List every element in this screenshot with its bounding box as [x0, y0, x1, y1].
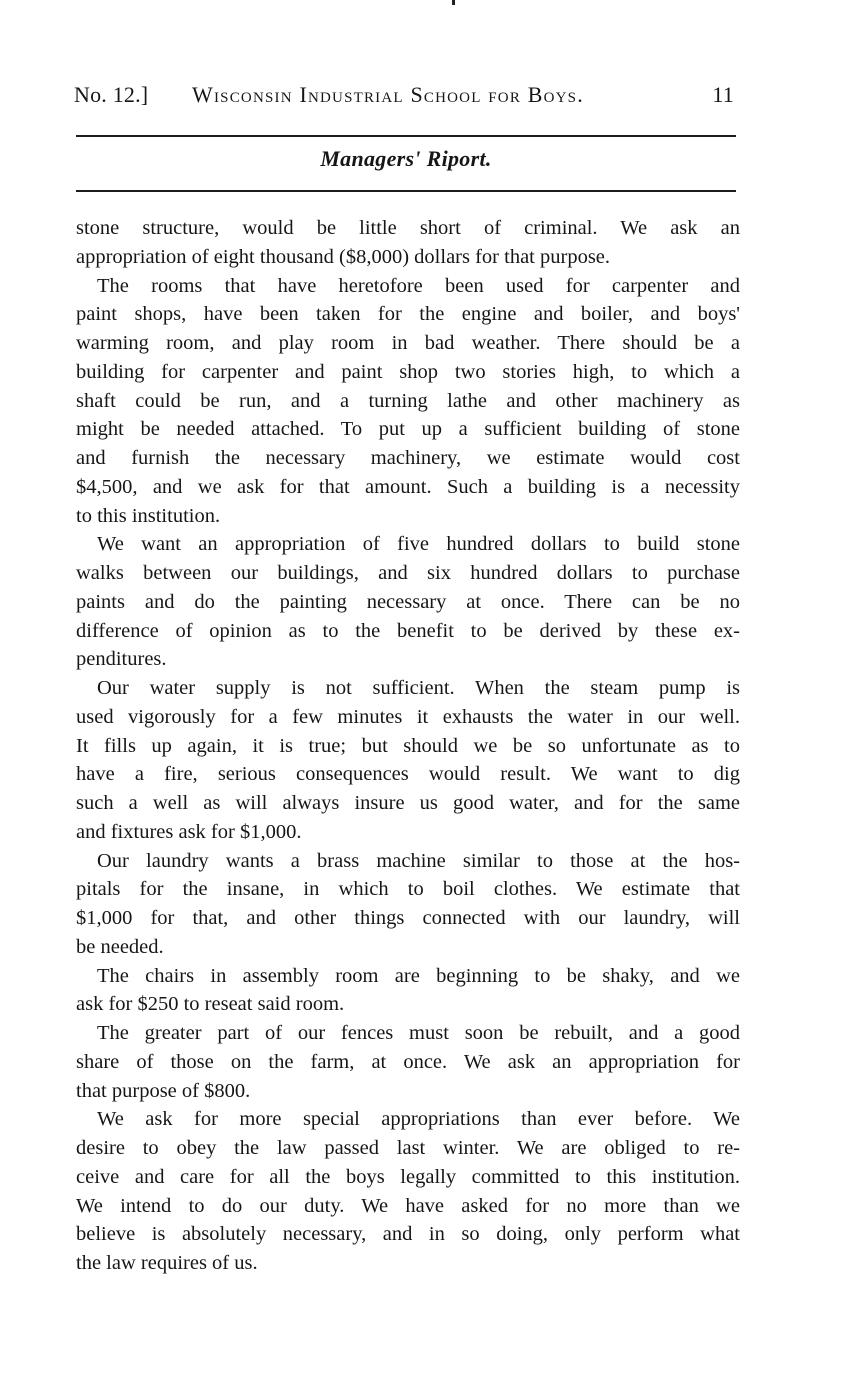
text-line: and furnish the necessary machinery, we estimate would cost — [76, 447, 740, 469]
text-line: pitals for the insane, in which to boil clothes. We estimate that — [76, 878, 740, 901]
text-line: have a fire, serious consequences would result. We want to dig — [76, 763, 740, 786]
page-number: 11 — [712, 82, 734, 107]
text-line: used vigorously for a few minutes it exhausts the water in our well. — [76, 705, 740, 728]
text-line: appropriation of eight thousand ($8,000) dollars for that purpose. — [76, 245, 611, 268]
text-line: It fills up again, it is true; but should we be so unfortunate as to — [76, 734, 740, 757]
paragraph — [76, 674, 740, 847]
text-line: Our laundry wants a brass machine similar to those at the hos- — [97, 849, 740, 872]
text-line: such a well as will always insure us good water, and for the same — [76, 792, 740, 814]
header-rule-bottom — [76, 190, 736, 192]
text-line: share of those on the farm, at once. We ask an appropriation for — [76, 1050, 740, 1073]
text-line: ceive and care for all the boys legally committed to this institution. — [76, 1165, 740, 1188]
paragraph — [76, 847, 740, 962]
text-line: The greater part of our fences must soon be rebuilt, and a good — [97, 1022, 740, 1044]
text-line: walks between our buildings, and six hundred dollars to purchase — [76, 562, 740, 584]
text-line: The chairs in assembly room are beginning to be shaky, and we — [97, 964, 740, 987]
section-title: Managers' Riport. — [320, 146, 492, 171]
paragraph — [76, 530, 740, 674]
paragraph — [76, 1019, 740, 1105]
text-line: difference of opinion as to the benefit to be derived by these ex- — [76, 619, 740, 642]
text-line: believe is absolutely necessary, and in so doing, only perform what — [76, 1223, 740, 1246]
publication-title: Wisconsin Industrial School for Boys. — [192, 82, 584, 107]
text-line: ask for $250 to reseat said room. — [76, 993, 345, 1016]
running-header — [74, 82, 738, 112]
text-line: paint shops, have been taken for the engine and boiler, and boys' — [76, 303, 740, 326]
text-line: $1,000 for that, and other things connected with our laundry, will — [76, 907, 740, 929]
text-line: stone structure, would be little short of criminal. We ask an — [76, 217, 740, 239]
text-line: that purpose of $800. — [76, 1079, 251, 1102]
paragraph — [76, 962, 740, 1020]
paragraph — [76, 1105, 740, 1278]
text-line: and fixtures ask for $1,000. — [76, 820, 302, 843]
document-number: No. 12.] — [74, 82, 149, 107]
body-text — [76, 214, 740, 1278]
text-line: the law requires of us. — [76, 1252, 258, 1274]
text-line: $4,500, and we ask for that amount. Such a building is a necessity — [76, 475, 740, 498]
header-rule-top — [76, 135, 736, 137]
text-line: We want an appropriation of five hundred dollars to build stone — [97, 533, 740, 556]
text-line: We intend to do our duty. We have asked for no more than we — [76, 1194, 740, 1217]
paragraph — [76, 272, 740, 531]
text-line: be needed. — [76, 935, 164, 958]
text-line: warming room, and play room in bad weather. There should be a — [76, 332, 740, 354]
paragraph — [76, 214, 740, 272]
text-line: penditures. — [76, 648, 167, 671]
text-line: shaft could be run, and a turning lathe and other machinery as — [76, 389, 740, 412]
print-mark — [452, 0, 455, 5]
text-line: desire to obey the law passed last winter. We are obliged to re- — [76, 1137, 740, 1159]
text-line: We ask for more special appropriations than ever before. We — [97, 1108, 740, 1131]
text-line: The rooms that have heretofore been used for carpenter and — [97, 274, 740, 297]
text-line: building for carpenter and paint shop two stories high, to which a — [76, 360, 740, 383]
text-line: might be needed attached. To put up a sufficient building of stone — [76, 418, 740, 441]
text-line: paints and do the painting necessary at once. There can be no — [76, 590, 740, 613]
text-line: to this institution. — [76, 504, 221, 527]
text-line: Our water supply is not sufficient. When the steam pump is — [97, 677, 740, 699]
